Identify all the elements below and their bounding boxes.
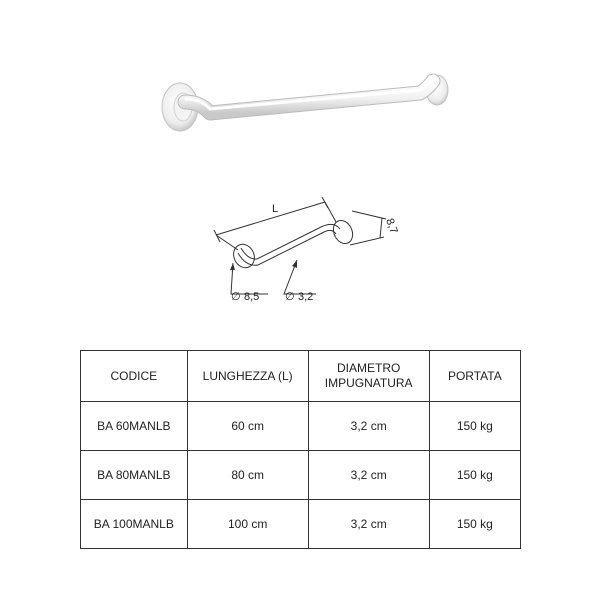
- length-label: L: [272, 203, 279, 215]
- cell-length: 60 cm: [187, 402, 308, 451]
- cell-diameter: 3,2 cm: [308, 402, 429, 451]
- flange-diameter-label: 8,5: [244, 291, 260, 303]
- table-row: [81, 451, 521, 500]
- header-code: CODICE: [81, 351, 188, 402]
- header-capacity: PORTATA: [429, 351, 520, 402]
- cell-length: 100 cm: [187, 500, 308, 549]
- cell-code: BA 100MANLB: [81, 500, 188, 549]
- cell-code: BA 80MANLB: [81, 451, 188, 500]
- cell-capacity: 150 kg: [429, 500, 520, 549]
- header-diameter: DIAMETRO IMPUGNATURA: [308, 351, 429, 402]
- header-length: LUNGHEZZA (L): [187, 351, 308, 402]
- cell-capacity: 150 kg: [429, 451, 520, 500]
- spec-table: [80, 350, 521, 549]
- cell-code: BA 60MANLB: [81, 402, 188, 451]
- cell-capacity: 150 kg: [429, 402, 520, 451]
- cell-length: 80 cm: [187, 451, 308, 500]
- flange-diameter-symbol: ∅: [231, 291, 241, 303]
- technical-drawing: [200, 190, 410, 310]
- table-header-row: [81, 351, 521, 402]
- height-label: 8,7: [383, 216, 400, 236]
- grip-diameter-label: 3,2: [298, 291, 314, 303]
- grab-bar-photo: [150, 55, 460, 145]
- table-row: [81, 402, 521, 451]
- cell-diameter: 3,2 cm: [308, 451, 429, 500]
- table-row: [81, 500, 521, 549]
- grip-diameter-symbol: ∅: [285, 291, 295, 303]
- cell-diameter: 3,2 cm: [308, 500, 429, 549]
